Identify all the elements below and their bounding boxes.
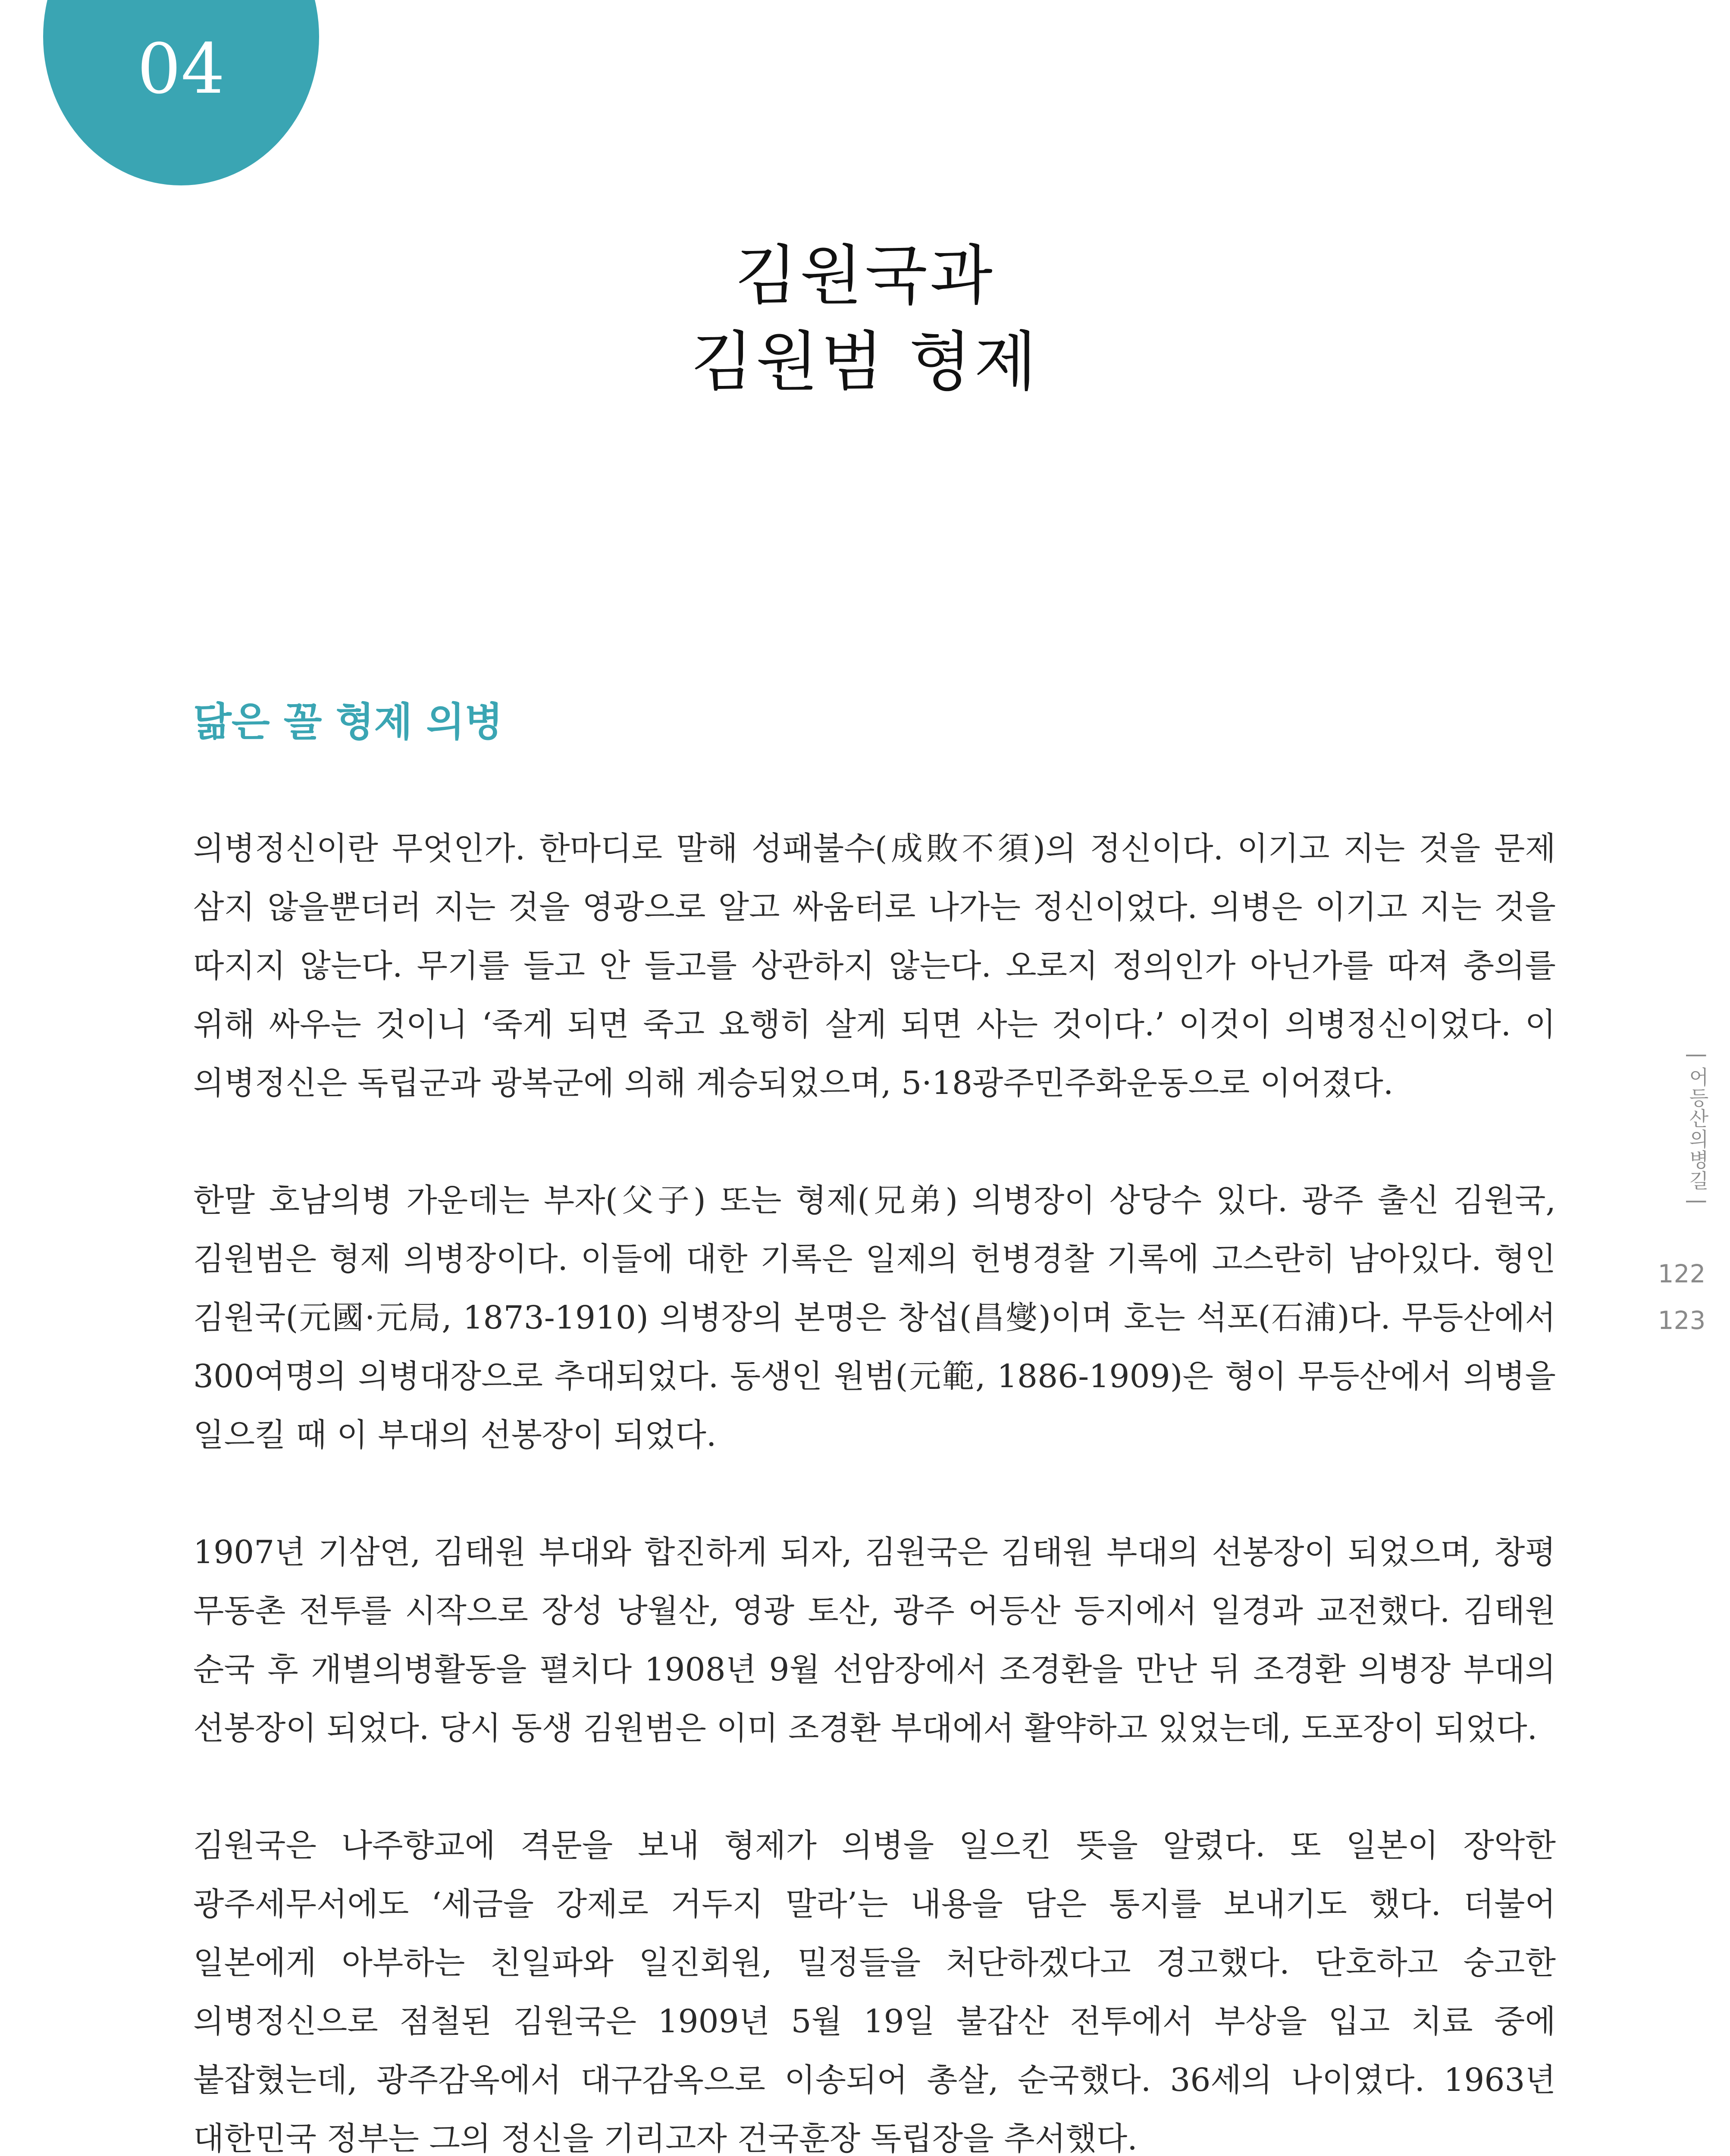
paragraph-3: 1907년 기삼연, 김태원 부대와 합진하게 되자, 김원국은 김태원 부대의 선봉장이 되었으며, 창평 무동촌 전투를 시작으로 장성 낭월산, 영광 토산, 광주 어등산 등지에서 일경과 교전했다. 김태원 순국 후 개별의병활동을 펼치다 1908년 9월 선암장에서 조경환을 만난 뒤 조경환 의병장 부대의 선봉장이 되었다. 당시 동생 김원범은 이미 조경환 부대에서 활약하고 있었는데, 도포장이 되었다.	[193, 1534, 1556, 1747]
paragraph-4: 김원국은 나주향교에 격문을 보내 형제가 의병을 일으킨 뜻을 알렸다. 또 일본이 장악한 광주세무서에도 ‘세금을 강제로 거두지 말라’는 내용을 담은 통지를 보내기도 했다. 더불어 일본에게 아부하는 친일파와 일진회원, 밀정들을 처단하겠다고 경고했다. 단호하고 숭고한 의병정신으로 점철된 김원국은 1909년 5월 19일 불갑산 전투에서 부상을 입고 치료 중에 붙잡혔는데, 광주감옥에서 대구감옥으로 이송되어 총살, 순국했다. 36세의 나이였다. 1963년 대한민국 정부는 그의 정신을 기리고자 건국훈장 독립장을 추서했다.	[193, 1827, 1556, 2156]
page-title	[0, 233, 1730, 405]
paragraph-2: 한말 호남의병 가운데는 부자(父子) 또는 형제(兄弟) 의병장이 상당수 있다. 광주 출신 김원국, 김원범은 형제 의병장이다. 이들에 대한 기록은 일제의 헌병경찰 기록에 고스란히 남아있다. 형인 김원국(元國·元局, 1873-1910) 의병장의 본명은 창섭(昌燮)이며 호는 석포(石浦)다. 무등산에서 300여명의 의병대장으로 추대되었다. 동생인 원범(元範, 1886-1909)은 형이 무등산에서 의병을 일으킬 때 이 부대의 선봉장이 되었다.	[193, 1182, 1556, 1454]
article-body	[193, 819, 1556, 2156]
page-numbers	[1647, 1250, 1716, 1344]
book-section-label: | 어등산의병길 |	[1686, 1052, 1709, 1206]
paragraph-1: 의병정신이란 무엇인가. 한마디로 말해 성패불수(成敗不須)의 정신이다. 이기고 지는 것을 문제 삼지 않을뿐더러 지는 것을 영광으로 알고 싸움터로 나가는 정신이었다. 의병은 이기고 지는 것을 따지지 않는다. 무기를 들고 안 들고를 상관하지 않는다. 오로지 정의인가 아닌가를 따져 충의를 위해 싸우는 것이니 ‘죽게 되면 죽고 요행히 살게 되면 사는 것이다.’ 이것이 의병정신이었다. 이 의병정신은 독립군과 광복군에 의해 계승되었으며, 5·18광주민주화운동으로 이어졌다.	[193, 830, 1556, 1102]
page-number-left: 122	[1658, 1259, 1706, 1288]
section-heading: 닮은 꼴 형제 의병	[193, 699, 503, 745]
chapter-number: 04	[137, 28, 225, 109]
title-line-1: 김원국과	[735, 238, 995, 313]
page-number-right: 123	[1658, 1306, 1706, 1335]
title-line-2: 김원범 형제	[690, 325, 1040, 400]
